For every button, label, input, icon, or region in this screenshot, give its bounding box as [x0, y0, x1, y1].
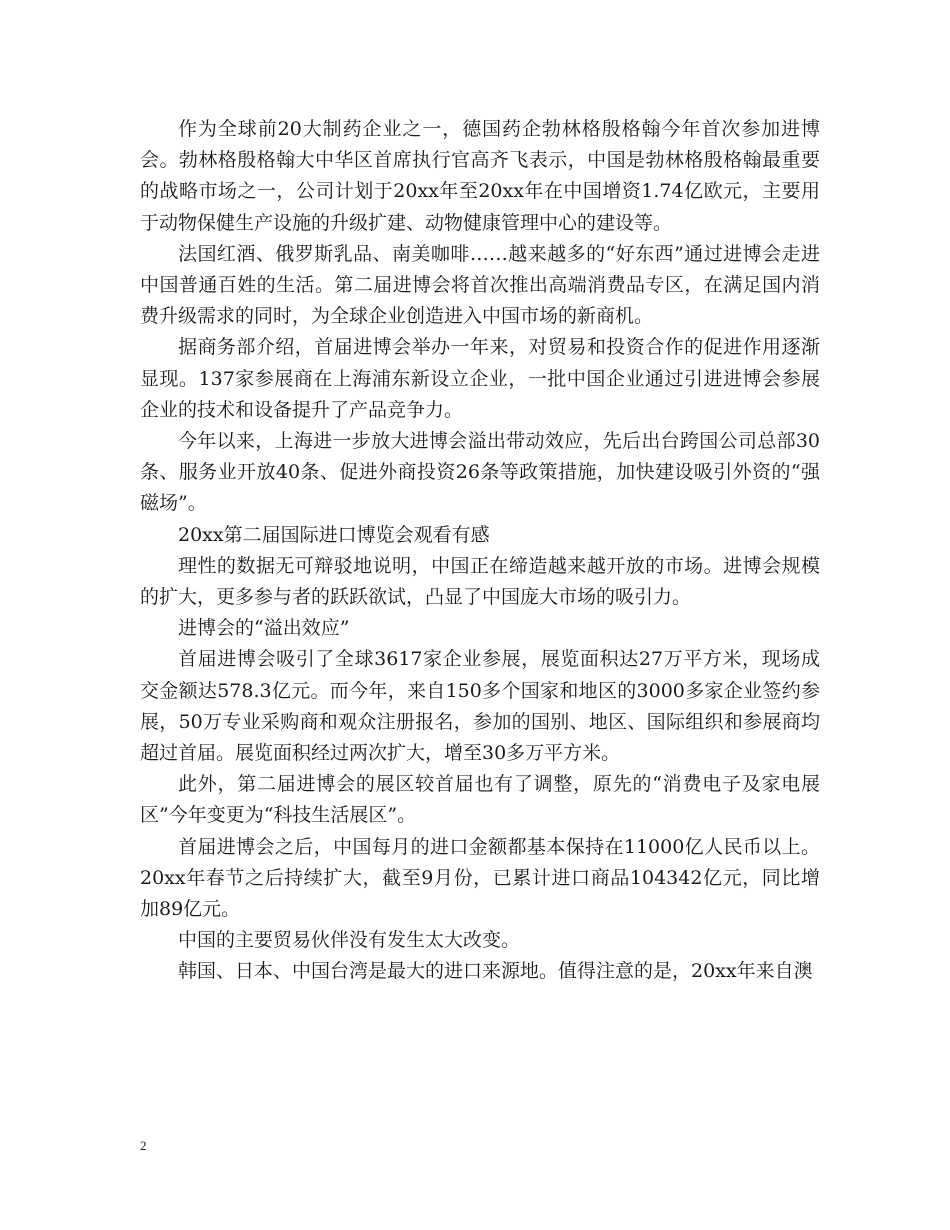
- paragraph: 今年以来，上海进一步放大进博会溢出带动效应，先后出台跨国公司总部30条、服务业开放40条、促进外商投资26条等政策措施，加快建设吸引外资的“强磁场”。: [140, 430, 820, 515]
- paragraph: 韩国、日本、中国台湾是最大的进口来源地。值得注意的是，20xx年来自澳: [178, 960, 813, 983]
- page-number: 2: [140, 1138, 147, 1153]
- paragraph: 据商务部介绍，首届进博会举办一年来，对贸易和投资合作的促进作用逐渐显现。137家参展商在上海浦东新设立企业，一批中国企业通过引进进博会参展企业的技术和设备提升了产品竞争力。: [140, 336, 820, 421]
- paragraph: 首届进博会之后，中国每月的进口金额都基本保持在11000亿人民币以上。20xx年春节之后持续扩大，截至9月份，已累计进口商品104342亿元，同比增加89亿元。: [140, 835, 820, 921]
- paragraph: 理性的数据无可辩驳地说明，中国正在缔造越来越开放的市场。进博会规模的扩大，更多参与者的跃跃欲试，凸显了中国庞大市场的吸引力。: [140, 554, 820, 609]
- paragraph: 中国的主要贸易伙伴没有发生太大改变。: [178, 929, 521, 952]
- paragraph: 首届进博会吸引了全球3617家企业参展，展览面积达27万平方米，现场成交金额达578.3亿元。而今年，来自150多个国家和地区的3000多家企业签约参展，50万专业采购商和观众注册报名，参加的国别、地区、国际组织和参展商均超过首届。展览面积经过两次扩大，增至30多万平方米。: [140, 648, 820, 765]
- section-heading: 20xx第二届国际进口博览会观看有感: [178, 523, 490, 546]
- section-heading: 进博会的“溢出效应”: [178, 617, 350, 640]
- paragraph: 此外，第二届进博会的展区较首届也有了调整，原先的“消费电子及家电展区”今年变更为“科技生活展区”。: [140, 773, 820, 827]
- paragraph: 作为全球前20大制药企业之一，德国药企勃林格殷格翰今年首次参加进博会。勃林格殷格翰大中华区首席执行官高齐飞表示，中国是勃林格殷格翰最重要的战略市场之一，公司计划于20xx年至20xx年在中国增资1.74亿欧元，主要用于动物保健生产设施的升级扩建、动物健康管理中心的建设等。: [140, 118, 820, 234]
- paragraph: 法国红酒、俄罗斯乳品、南美咖啡……越来越多的“好东西”通过进博会走进中国普通百姓的生活。第二届进博会将首次推出高端消费品专区，在满足国内消费升级需求的同时，为全球企业创造进入中国市场的新商机。: [140, 242, 820, 328]
- body-text: [140, 114, 820, 988]
